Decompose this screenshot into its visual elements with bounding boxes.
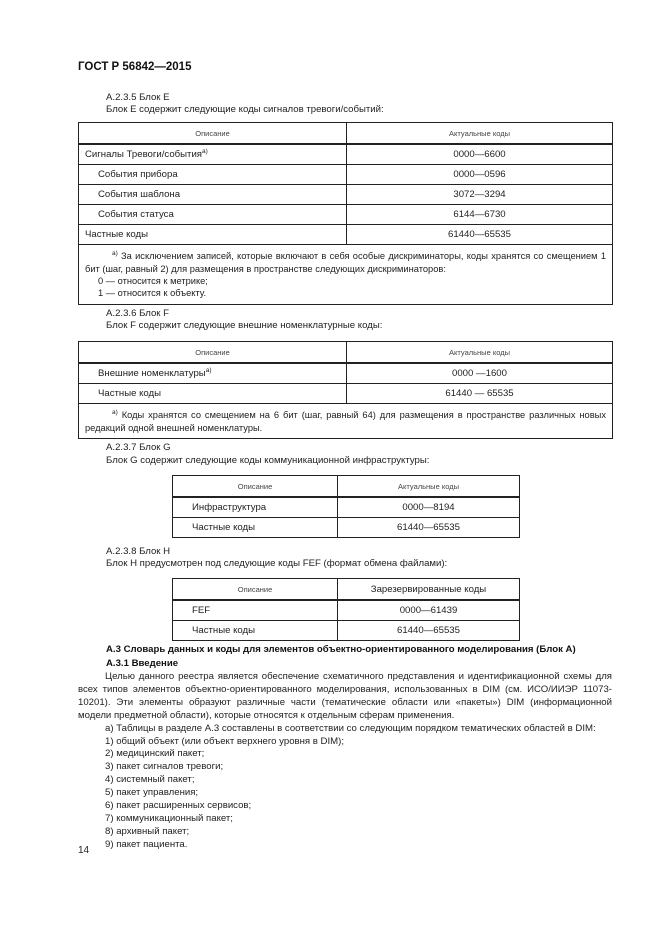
section-title-g: А.2.3.7 Блок G: [106, 442, 171, 453]
column-header: Описание: [173, 476, 338, 498]
section-title-e: А.2.3.5 Блок Е: [106, 92, 170, 103]
table-row: [79, 144, 613, 165]
table-row: [79, 384, 613, 404]
table-row: [79, 205, 613, 225]
table-row: [173, 621, 520, 641]
footnote-text: За исключением записей, которые включают в себя особые дискриминаторы, коды хранятся со смещением 1 бит (шаг, равный 2) для размещения в пространстве следующих дискриминаторов:: [85, 251, 606, 274]
table-block-f: [78, 341, 613, 439]
page-number: 14: [78, 845, 90, 856]
list-item: 5) пакет управления;: [105, 787, 199, 799]
section-intro-h: Блок Н предусмотрен под следующие коды FEF (формат обмена файлами):: [106, 558, 448, 569]
table-block-g: [172, 475, 520, 538]
cell-desc: Инфраструктура: [173, 497, 338, 518]
footnote-mark: а): [112, 250, 118, 257]
subsection-heading: А.3.1 Введение: [106, 658, 179, 669]
list-intro: а) Таблицы в разделе А.3 составлены в соответствии со следующим порядком тематических областей в DIM:: [105, 722, 596, 734]
cell-codes: 0000 —1600: [347, 363, 613, 384]
footnote-text: Коды хранятся со смещением на 6 бит (шаг, равный 64) для размещения в пространстве различных новых редакций одной внешней номенклатуры.: [85, 410, 606, 433]
cell-codes: 61440—65535: [338, 518, 520, 538]
table-block-e: [78, 122, 613, 305]
list-item: 7) коммуникационный пакет;: [105, 812, 233, 824]
cell-codes: 61440—65535: [347, 225, 613, 245]
list-item: 1) общий объект (или объект верхнего уровня в DIM);: [105, 735, 344, 747]
section-title-f: А.2.3.6 Блок F: [106, 308, 170, 319]
cell-codes: 61440—65535: [338, 621, 520, 641]
cell-desc: События шаблона: [79, 185, 347, 205]
footnote-ref: а): [205, 367, 212, 375]
table-row: [79, 185, 613, 205]
list-item: 2) медицинский пакет;: [105, 748, 205, 760]
list-item: 8) архивный пакет;: [105, 825, 190, 837]
column-header: Описание: [173, 579, 338, 601]
cell-codes: 0000—61439: [338, 600, 520, 621]
list-item: 9) пакет пациента.: [105, 838, 188, 850]
section-intro-f: Блок F содержит следующие внешние номенклатурные коды:: [106, 320, 383, 331]
table-row: [79, 363, 613, 384]
table-row: [79, 165, 613, 185]
section-title-h: А.2.3.8 Блок Н: [106, 546, 171, 557]
footnote-mark: а): [112, 409, 118, 416]
cell-desc: FEF: [173, 600, 338, 621]
cell-codes: 0000—8194: [338, 497, 520, 518]
intro-paragraph: [78, 671, 612, 852]
column-header: Описание: [79, 123, 347, 145]
column-header: Описание: [79, 342, 347, 364]
cell-desc: Внешние номенклатуры: [98, 368, 206, 380]
table-row: [79, 225, 613, 245]
cell-desc: События статуса: [79, 205, 347, 225]
column-header: Актуальные коды: [338, 476, 520, 498]
list-item: 6) пакет расширенных сервисов;: [105, 800, 252, 812]
column-header: Актуальные коды: [347, 342, 613, 364]
section-intro-e: Блок Е содержит следующие коды сигналов тревоги/событий:: [106, 104, 384, 115]
cell-desc: Частные коды: [79, 384, 347, 404]
column-header: Зарезервированные коды: [338, 579, 520, 601]
table-footnote: [79, 404, 613, 439]
table-row: [173, 497, 520, 518]
section-heading: А.3 Словарь данных и коды для элементов объектно-ориентированного моделирования (Блок А): [106, 644, 576, 655]
table-block-h: [172, 578, 520, 641]
document-header: ГОСТ Р 56842—2015: [78, 61, 192, 73]
footnote-ref: а): [202, 148, 208, 156]
cell-codes: 0000—6600: [347, 144, 613, 165]
footnote-item: 0 — относится к метрике;: [98, 275, 208, 286]
paragraph-text: Целью данного реестра является обеспечение схематичного представления и идентификационной схемы для всех типов элементов объектно-ориентированного моделирования, использованных в DIM (см. ИСО/ИИЭР 11073-10201). Эти элементы образуют различные части (тематические области или «пакеты») DIM (информационной модели предметной области), которые относятся к отдельным сферам применения.: [78, 671, 612, 721]
cell-codes: 61440 — 65535: [347, 384, 613, 404]
cell-desc: События прибора: [79, 165, 347, 185]
footnote-item: 1 — относится к объекту.: [98, 288, 207, 299]
cell-codes: 6144—6730: [347, 205, 613, 225]
table-row: [173, 600, 520, 621]
table-row: [173, 518, 520, 538]
cell-desc: Частные коды: [173, 621, 338, 641]
cell-codes: 3072—3294: [347, 185, 613, 205]
column-header: Актуальные коды: [347, 123, 613, 145]
cell-desc: Сигналы Тревоги/события: [85, 149, 202, 161]
section-intro-g: Блок G содержит следующие коды коммуникационной инфраструктуры:: [106, 455, 430, 466]
cell-desc: Частные коды: [173, 518, 338, 538]
cell-desc: Частные коды: [79, 225, 347, 245]
list-item: 4) системный пакет;: [105, 774, 195, 786]
table-footnote: [79, 245, 613, 305]
list-item: 3) пакет сигналов тревоги;: [105, 761, 224, 773]
cell-codes: 0000—0596: [347, 165, 613, 185]
